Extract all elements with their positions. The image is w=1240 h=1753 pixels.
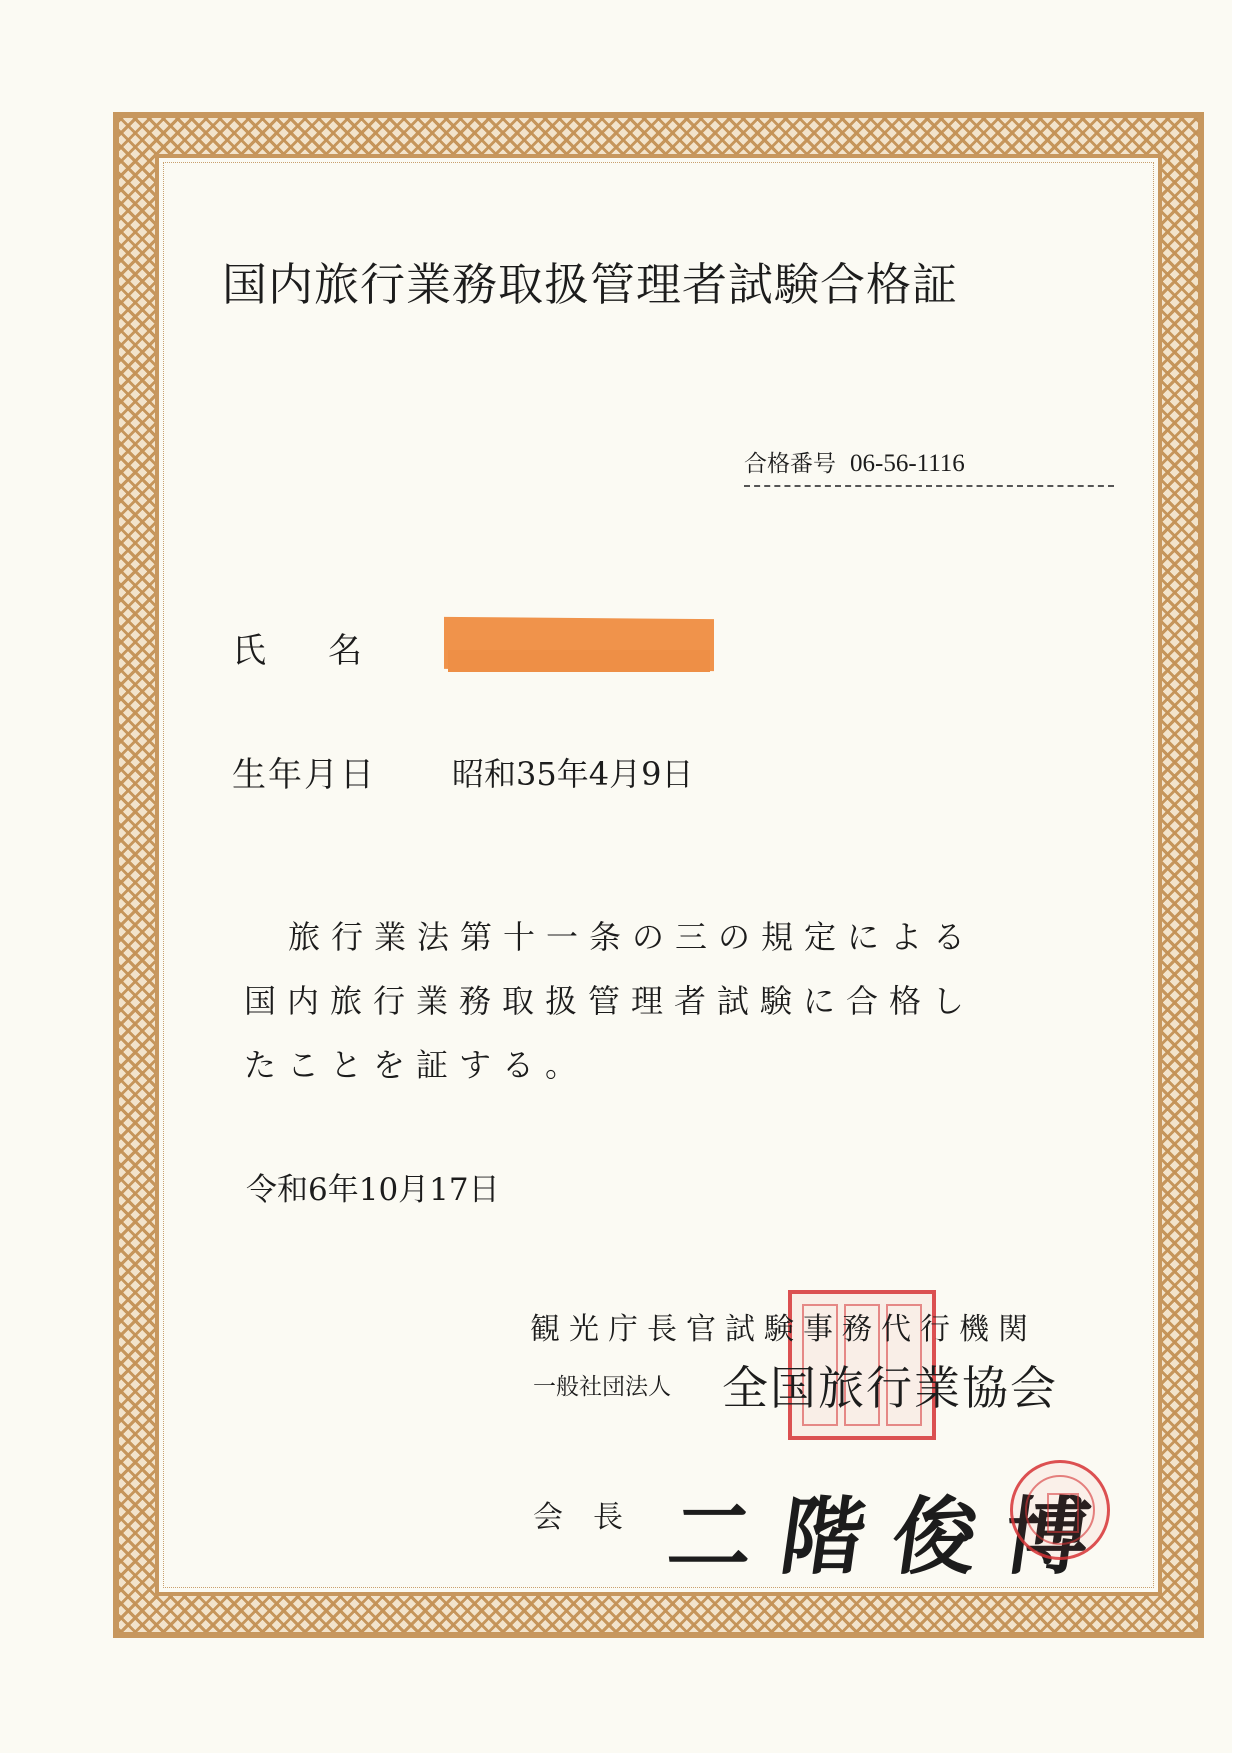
certificate-number: 06-56-1116: [850, 450, 965, 477]
certificate-title: 国内旅行業務取扱管理者試験合格証: [222, 258, 959, 311]
organization-type: 一般社団法人: [533, 1374, 671, 1400]
statement-line-1: 旅行業法第十一条の三の規定による: [288, 918, 977, 956]
president-seal: [1010, 1460, 1110, 1560]
dob-value: 昭和35年4月9日: [452, 755, 694, 793]
president-signature: 二階俊博: [662, 1488, 1124, 1586]
certificate-number-label: 合格番号: [744, 451, 836, 477]
name-label: 氏名: [232, 631, 424, 671]
president-label: 会長: [533, 1500, 653, 1535]
statement-line-3: たことを証する。: [244, 1046, 589, 1084]
redacted-name-overlap: [448, 650, 710, 672]
certificate-number-line: [744, 445, 1114, 487]
statement-line-2: 国内旅行業務取扱管理者試験に合格し: [244, 982, 976, 1020]
issuing-agency: 観光庁長官試験事務代行機関: [530, 1312, 1037, 1347]
certification-statement: [244, 905, 1064, 1097]
organization-name: 全国旅行業協会: [722, 1361, 1058, 1415]
issue-date: 令和6年10月17日: [246, 1172, 500, 1208]
dob-label: 生年月日: [232, 755, 376, 795]
